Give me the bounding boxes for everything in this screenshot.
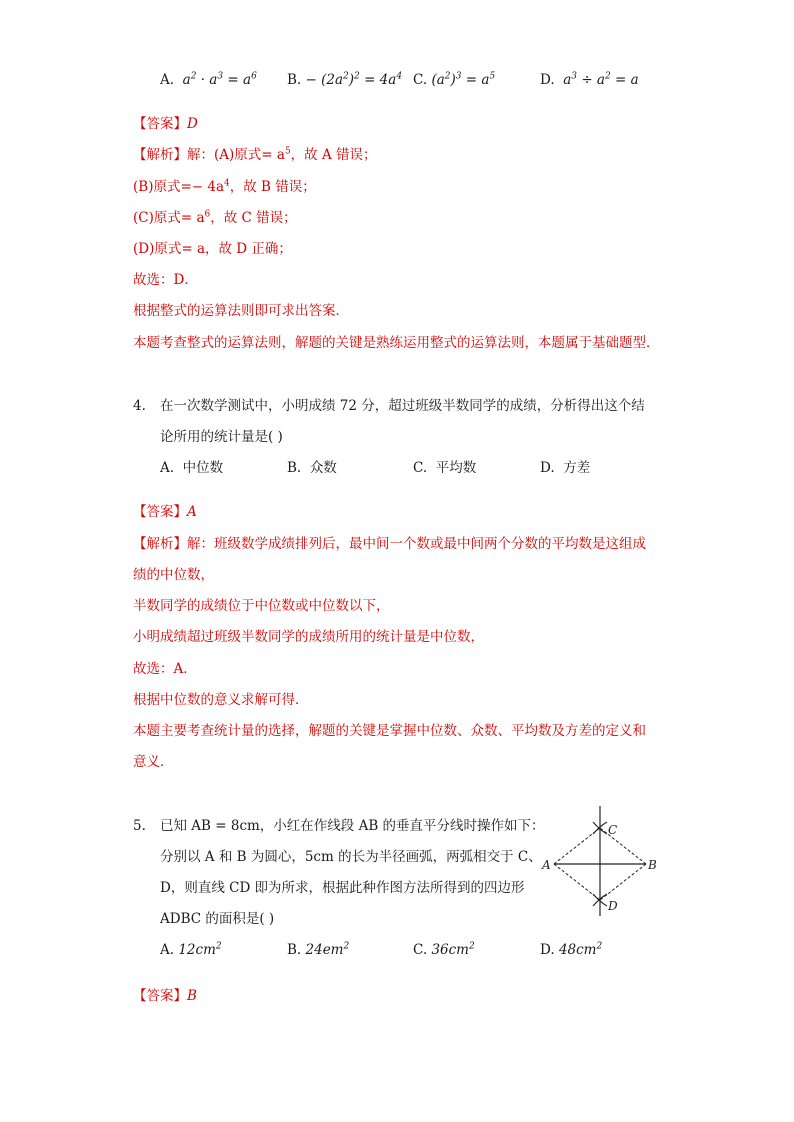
q3-option-c: C. $(a^2)^3 = a^5$ [413,71,496,88]
q4-answer: 【答案】A [133,504,197,520]
q3-answer: 【答案】D [133,116,198,132]
label-c: C [608,823,618,837]
q5-stem: 分别以 A 和 B 为圆心，5cm 的长为半径画弧，两弧相交于 C、 [160,849,542,865]
perpendicular-bisector-diagram [538,804,662,918]
q3-analysis-line: 本题考查整式的运算法则，解题的关键是熟练运用整式的运算法则，本题属于基础题型． [133,335,660,351]
q5-stem: D，则直线 CD 即为所求，根据此种作图方法所得到的四边形 [160,880,525,896]
q5-number: 5. [133,818,146,834]
q3-analysis-line: 故选：D． [133,272,198,288]
q5-option-b: B. $24em^2$ [287,941,350,958]
q5-option-c: C. $36cm^2$ [413,941,475,958]
q4-analysis-line: 小明成绩超过班级半数同学的成绩所用的统计量是中位数， [133,629,484,645]
q4-analysis-line: 本题主要考查统计量的选择，解题的关键是掌握中位数、众数、平均数及方差的定义和 [133,723,646,739]
q3-analysis-line: (D)原式= a，故 D 正确； [133,241,292,257]
label-b: B [648,858,657,872]
q4-stem: 论所用的统计量是( ) [160,429,283,445]
q4-option-b: B. 众数 [287,460,337,476]
q5-stem: 已知 AB = 8cm，小红在作线段 AB 的垂直平分线时操作如下： [160,818,545,834]
q4-analysis-line: 绩的中位数， [133,567,214,583]
q5-option-d: D. $48cm^2$ [540,941,603,958]
q4-option-a: A. 中位数 [160,460,224,476]
q4-option-c: C. 平均数 [413,460,477,476]
q4-analysis-line: 半数同学的成绩位于中位数或中位数以下， [133,598,390,614]
q4-analysis-line: 故选：A． [133,661,197,677]
q4-analysis-line: 意义． [133,754,174,770]
q5-answer: 【答案】B [133,988,197,1004]
q3-option-a: A. $a^2 \cdot a^3 = a^6$ [160,71,257,88]
q4-analysis-line: 【解析】解：班级数学成绩排列后，最中间一个数或最中间两个分数的平均数是这组成 [133,536,646,552]
label-a: A [542,858,551,872]
q4-stem: 在一次数学测试中，小明成绩 72 分，超过班级半数同学的成绩，分析得出这个结 [160,398,645,414]
q3-option-d: D. $a^3 \div a^2 = a$ [540,71,639,88]
q3-option-b: B. − $(2a^2)^2 = 4a^4$ [287,71,403,88]
q3-analysis-line: 根据整式的运算法则即可求出答案． [133,303,349,319]
label-d: D [608,899,618,913]
q5-option-a: A. $12cm^2$ [160,941,222,958]
q3-analysis-line: 【解析】解：(A)原式= $a^5$，故 A 错误； [133,146,377,163]
q4-analysis-line: 根据中位数的意义求解可得． [133,692,309,708]
q5-stem: ADBC 的面积是( ) [160,911,275,927]
q3-analysis-line: (B)原式=− $4a^4$，故 B 错误； [133,178,316,195]
q4-option-d: D. 方差 [540,460,591,476]
q3-analysis-line: (C)原式= $a^6$，故 C 错误； [133,209,297,226]
q4-number: 4. [133,398,146,414]
